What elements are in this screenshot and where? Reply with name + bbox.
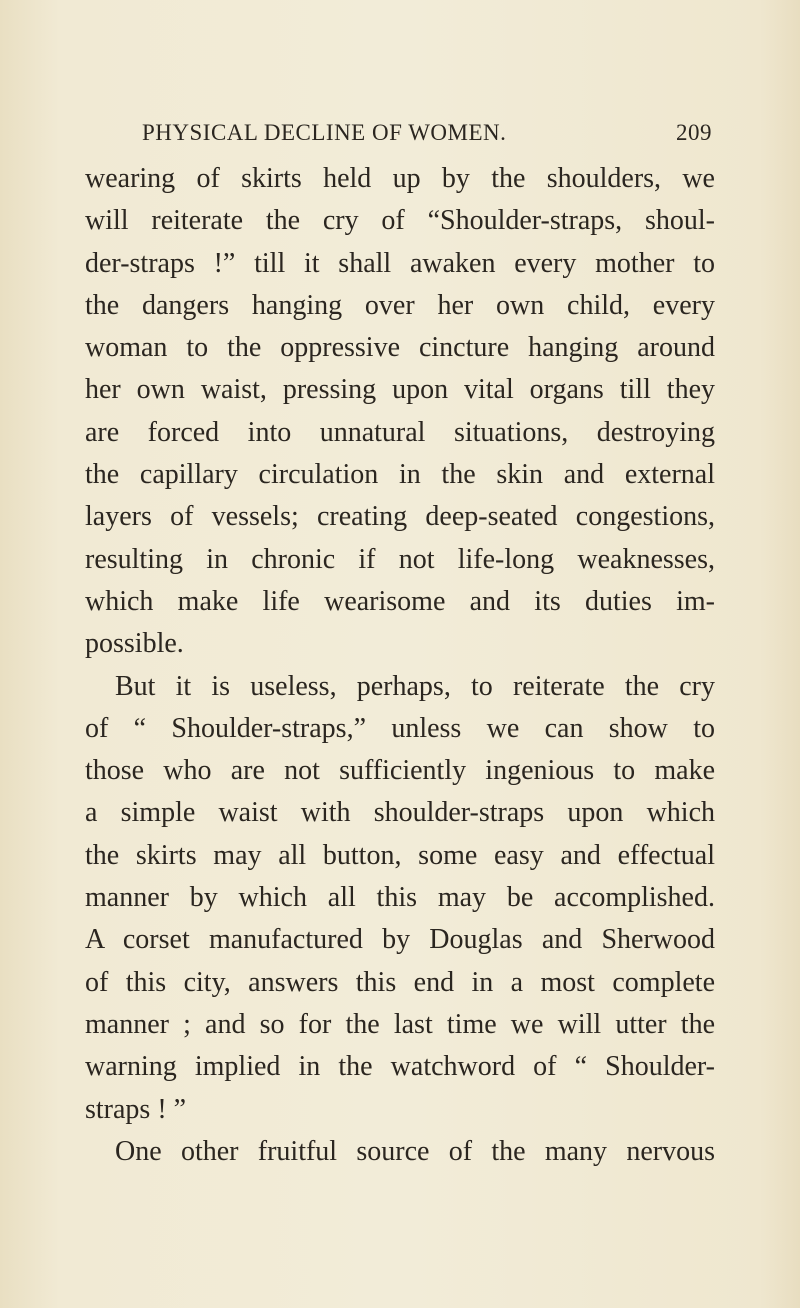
text-line: her own waist, pressing upon vital organs till they [85, 374, 715, 406]
text-line: woman to the oppressive cincture hanging around [85, 332, 715, 364]
text-line: manner by which all this may be accomplished. [85, 882, 715, 914]
text-line: One other fruitful source of the many nervous [115, 1135, 715, 1167]
page-header [142, 120, 712, 156]
text-line: a simple waist with shoulder-straps upon which [85, 797, 715, 829]
running-head: PHYSICAL DECLINE OF WOMEN. [142, 120, 507, 145]
body-text [85, 158, 715, 1173]
text-line: possible. [85, 628, 184, 660]
text-line: the skirts may all button, some easy and effectual [85, 839, 715, 871]
text-line: which make life wearisome and its duties im- [85, 585, 715, 617]
text-line: layers of vessels; creating deep-seated congestions, [85, 501, 715, 533]
text-line: the capillary circulation in the skin and external [85, 459, 715, 491]
text-line: will reiterate the cry of “Shoulder-straps, shoul- [85, 205, 715, 237]
text-line: A corset manufactured by Douglas and Sherwood [85, 924, 715, 956]
text-line: are forced into unnatural situations, destroying [85, 416, 715, 448]
text-line: wearing of skirts held up by the shoulders, we [85, 163, 715, 194]
text-line: warning implied in the watchword of “ Shoulder- [85, 1051, 715, 1083]
text-line: But it is useless, perhaps, to reiterate the cry [115, 670, 715, 702]
text-line: of this city, answers this end in a most complete [85, 966, 715, 998]
page-number: 209 [676, 120, 712, 145]
text-line: der-straps !” till it shall awaken every mother to [85, 247, 715, 279]
text-line: those who are not sufficiently ingenious to make [85, 755, 715, 787]
text-line: the dangers hanging over her own child, every [85, 289, 715, 321]
text-line: manner ; and so for the last time we will utter the [85, 1008, 715, 1040]
text-line: resulting in chronic if not life-long weaknesses, [85, 543, 715, 575]
text-line: straps ! ” [85, 1093, 187, 1125]
text-line: of “ Shoulder-straps,” unless we can show to [85, 712, 715, 744]
